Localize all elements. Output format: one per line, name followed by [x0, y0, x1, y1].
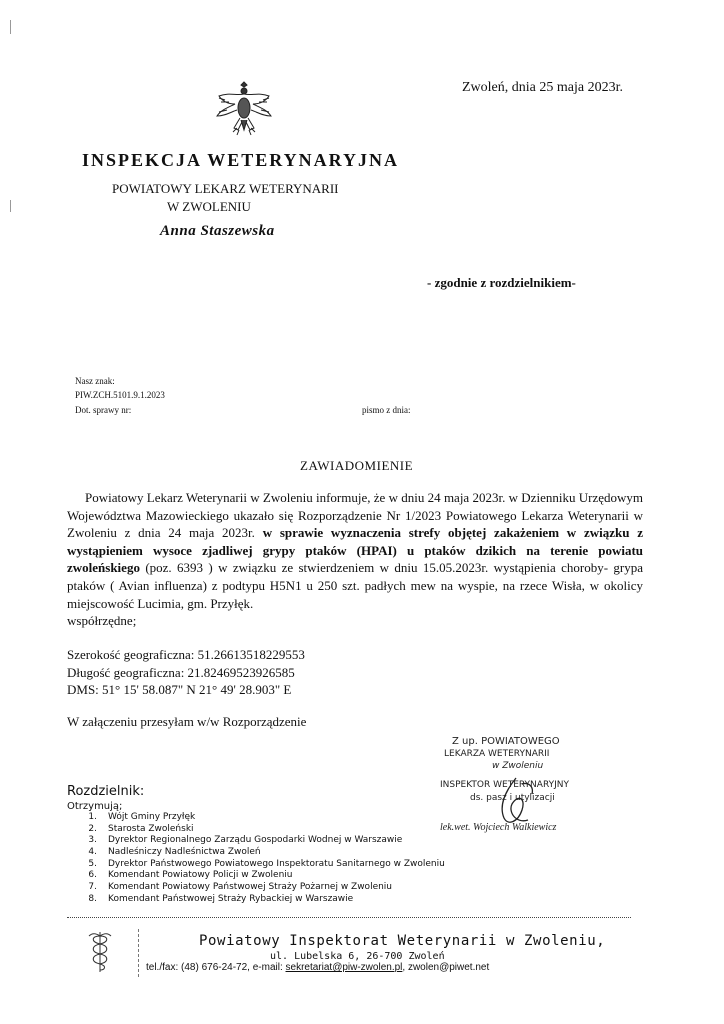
item-number: 1. [88, 812, 97, 822]
item-number: 8. [88, 893, 97, 904]
item-number: 3. [88, 835, 97, 846]
longitude: Długość geograficzna: 21.82469523926585 [67, 664, 295, 680]
item-name: Komendant Powiatowy Policji w Zwoleniu [108, 870, 293, 881]
item-number: 4. [88, 847, 97, 858]
footer-address: ul. Lubelska 6, 26-700 Zwoleń [270, 951, 445, 962]
footer-office-name: Powiatowy Inspektorat Weterynarii w Zwoleniu, [199, 933, 606, 949]
item-name: Komendant Powiatowy Państwowej Straży Pożarnej w Zwoleniu [108, 882, 393, 893]
item-name: Dyrektor Państwowego Powiatowego Inspektoratu Sanitarnego w Zwoleniu [108, 858, 445, 869]
recipients-label: Otrzymują; [67, 801, 123, 812]
official-stamp [440, 736, 610, 846]
item-number: 5. [88, 858, 97, 869]
office-line-1: POWIATOWY LEKARZ WETERYNARII [112, 181, 339, 196]
item-name: Dyrektor Regionalnego Zarządu Gospodarki Wodnej w Warszawie [108, 835, 403, 846]
stamp-line-5: ds. pasz i utylizacji [470, 793, 555, 803]
item-number: 2. [88, 823, 97, 834]
stamp-line-6: lek.wet. Wojciech Walkiewicz [440, 822, 557, 833]
case-ref-label: Dot. sprawy nr: [75, 405, 132, 415]
item-name: Wójt Gminy Przyłęk [108, 812, 196, 822]
body-text: Powiatowy Lekarz Weterynarii w Zwoleniu informuje, że w dniu 24 maja 2023r. w Dzienniku Urzędowym Województwa Mazowieckiego ukazało się Rozporządzenie Nr 1/2023 Powiatowego Lekarza Weterynarii w Zwoleniu z dnia 24 maja 2023r. [67, 490, 643, 541]
stamp-line-4: INSPEKTOR WETERYNARYJNY [440, 780, 570, 790]
item-name: Nadleśniczy Nadleśnictwa Zwoleń [108, 847, 261, 858]
margin-mark [10, 200, 11, 212]
stamp-line-2: LEKARZA WETERYNARII [444, 749, 550, 759]
contact-prefix: tel./fax: (48) 676-24-72, e-mail: [146, 962, 286, 973]
item-number: 6. [88, 870, 97, 881]
body-bold-text: w sprawie wyznaczenia strefy objętej zakażeniem w związku z wystąpieniem wysoce zjadliwej grypy ptaków (HPAI) u ptaków dzikich na terenie powiatu zwoleńskiego [67, 525, 643, 576]
margin-mark [10, 20, 11, 34]
item-number: 7. [88, 882, 97, 893]
latitude: Szerokość geograficzna: 51.26613518229553 [67, 647, 305, 662]
our-ref-value: PIW.ZCH.5101.9.1.2023 [75, 390, 165, 400]
footer-divider [67, 917, 631, 918]
stamp-line-1: Z up. POWIATOWEGO [452, 736, 560, 747]
institution-name: INSPEKCJA WETERYNARYJNA [82, 150, 399, 170]
attachment-note: W załączeniu przesyłam w/w Rozporządzenie [67, 714, 307, 729]
coordinates-block [67, 646, 305, 699]
email-link-secretariat[interactable]: sekretariat@piw-zwolen.pl [285, 962, 403, 973]
eagle-emblem-icon [213, 76, 275, 138]
dms-coordinates: DMS: 51° 15' 58.087" N 21° 49' 28.903" E [67, 682, 292, 697]
distribution-heading: Rozdzielnik: [67, 784, 145, 799]
office-line-2: W ZWOLENIU [167, 199, 251, 214]
place-date: Zwoleń, dnia 25 maja 2023r. [462, 80, 623, 95]
signature-icon [478, 774, 558, 834]
contact-separator: , [402, 962, 408, 973]
document-title: ZAWIADOMIENIE [300, 458, 414, 473]
letter-date-label: pismo z dnia: [362, 405, 411, 415]
email-link-zwolen[interactable]: zwolen@piwet.net [407, 962, 490, 973]
caduceus-icon [85, 930, 115, 974]
our-ref-label: Nasz znak: [75, 376, 115, 386]
footer-contact [146, 962, 489, 973]
body-text-end: (poz. 6393 ) w związku ze stwierdzeniem w dniu 15.05.2023r. wystąpienia choroby- grypa ptaków ( Avian influenza) z podtypu H5N1 u 250 szt. padłych mew na wyspie, na rzece Wisła, w okolicy miejscowość Lucimia, gm. Przyłęk. [67, 560, 643, 611]
notice-paragraph [67, 489, 643, 612]
notice-body [67, 489, 643, 630]
item-name: Komendant Państwowej Straży Rybackiej w Warszawie [108, 893, 354, 904]
footer-separator [138, 929, 139, 977]
stamp-line-3: w Zwoleniu [492, 761, 544, 771]
distribution-note: - zgodnie z rozdzielnikiem- [427, 275, 576, 290]
officer-name: Anna Staszewska [160, 223, 275, 239]
item-name: Starosta Zwoleński [108, 823, 194, 834]
coords-label: współrzędne; [67, 613, 137, 629]
